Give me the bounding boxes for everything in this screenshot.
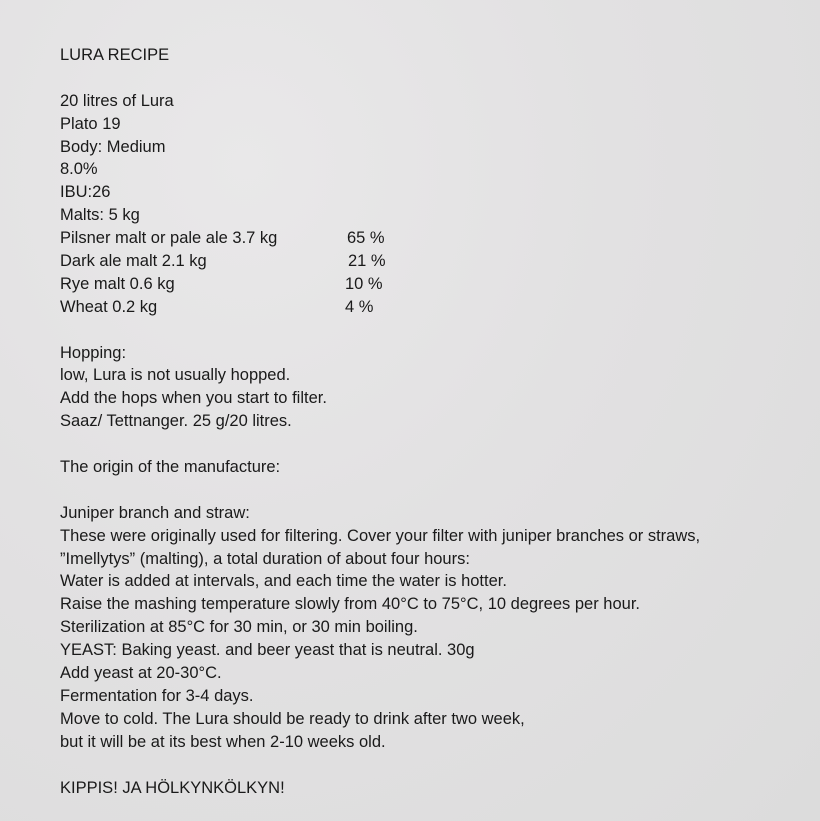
process-line: but it will be at its best when 2-10 weeks old. [60, 732, 386, 751]
malt-name: Rye malt 0.6 kg [60, 274, 175, 293]
spec-malts-total: Malts: 5 kg [60, 206, 140, 225]
malt-percent: 21 % [348, 252, 386, 271]
malt-row [60, 296, 800, 319]
malt-percent: 65 % [347, 229, 385, 248]
process-line: Move to cold. The Lura should be ready to drink after two week, [60, 709, 525, 728]
malt-name: Pilsner malt or pale ale 3.7 kg [60, 229, 278, 248]
spacer [60, 319, 800, 342]
spacer [60, 67, 800, 90]
process-line: ”Imellytys” (malting), a total duration of about four hours: [60, 549, 470, 568]
spec-volume: 20 litres of Lura [60, 91, 174, 110]
spec-plato: Plato 19 [60, 114, 121, 133]
spacer [60, 479, 800, 502]
malt-name: Dark ale malt 2.1 kg [60, 252, 207, 271]
hopping-line: Add the hops when you start to filter. [60, 389, 327, 408]
process-line: Fermentation for 3-4 days. [60, 686, 254, 705]
process-section [60, 502, 800, 754]
malt-name: Wheat 0.2 kg [60, 297, 158, 316]
process-line: Raise the mashing temperature slowly from 40°C to 75°C, 10 degrees per hour. [60, 595, 640, 614]
spacer [60, 754, 800, 777]
malt-percent: 4 % [345, 297, 374, 316]
malt-list [60, 227, 800, 319]
hopping-line: low, Lura is not usually hopped. [60, 366, 291, 385]
malt-percent: 10 % [345, 274, 383, 293]
spec-body: Body: Medium [60, 137, 166, 156]
hopping-line: Saaz/ Tettnanger. 25 g/20 litres. [60, 412, 292, 431]
malt-row [60, 227, 800, 250]
hopping-heading: Hopping: [60, 343, 127, 362]
process-line: Water is added at intervals, and each time the water is hotter. [60, 572, 507, 591]
hopping-section [60, 342, 800, 434]
process-heading: Juniper branch and straw: [60, 503, 250, 522]
process-line: These were originally used for filtering. Cover your filter with juniper branches or straws, [60, 526, 701, 545]
process-line: Sterilization at 85°C for 30 min, or 30 min boiling. [60, 618, 418, 637]
process-line: Add yeast at 20-30°C. [60, 664, 222, 683]
recipe-document [60, 44, 800, 799]
recipe-specs [60, 90, 800, 227]
origin-heading: The origin of the manufacture: [60, 458, 281, 477]
closing-toast: KIPPIS! JA HÖLKYNKÖLKYN! [60, 778, 285, 797]
malt-row [60, 273, 800, 296]
spacer [60, 433, 800, 456]
spec-abv: 8.0% [60, 160, 98, 179]
malt-row [60, 250, 800, 273]
spec-ibu: IBU:26 [60, 183, 111, 202]
process-line: YEAST: Baking yeast. and beer yeast that is neutral. 30g [60, 641, 475, 660]
recipe-title: LURA RECIPE [60, 46, 170, 64]
